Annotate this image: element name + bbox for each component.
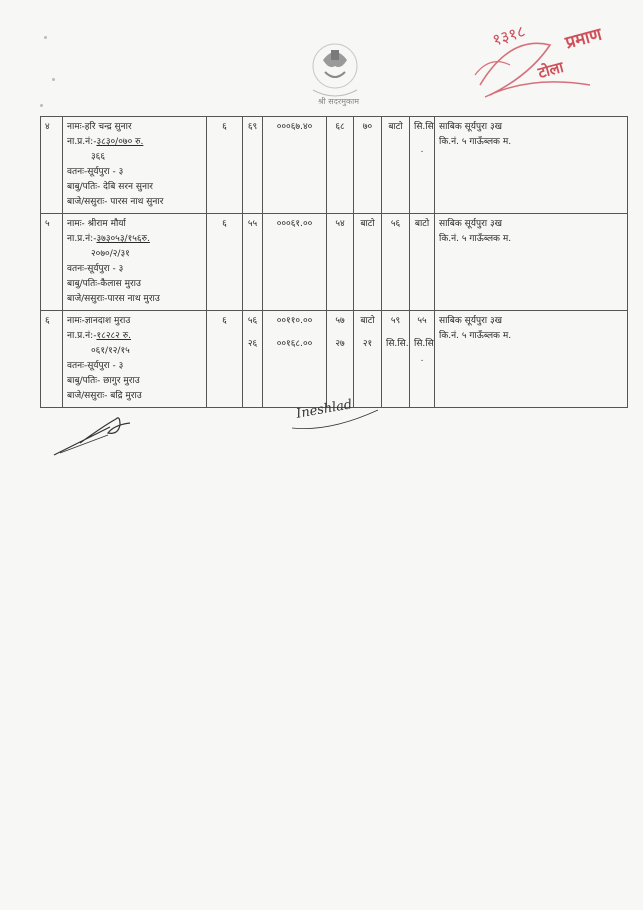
address-line: वतनः-सूर्यपुरा - ३ <box>67 361 124 371</box>
citizenship-extra-text: २०७०/२/३१ <box>91 249 130 259</box>
remarks-cell <box>435 214 628 311</box>
cell-value: ५५ <box>417 316 427 326</box>
cell-value: ००११०.०० <box>276 316 313 326</box>
remark-line-1: साबिक सूर्यपुरा ३ख <box>439 219 502 229</box>
address-line: वतनः-सूर्यपुरा - ३ <box>67 264 124 274</box>
cell-value: ५५ <box>247 219 258 229</box>
stamp-number: १३१८ <box>490 21 528 50</box>
cell-value: . <box>420 145 424 155</box>
east-cell <box>327 117 354 214</box>
cell-value: बाटो <box>360 219 375 229</box>
signature-middle <box>290 396 380 436</box>
ward-number: ६ <box>222 316 227 326</box>
plot-cell <box>243 117 263 214</box>
serial-number-cell <box>41 214 63 311</box>
south-cell <box>410 117 435 214</box>
cell-value: ५९ <box>390 316 401 326</box>
area-cell <box>263 117 327 214</box>
address-line: वतनः-सूर्यपुरा - ३ <box>67 167 124 177</box>
west-cell <box>354 311 382 408</box>
cell-value: २६ <box>247 339 258 349</box>
remarks-cell <box>435 117 628 214</box>
cell-value: ५४ <box>335 219 345 229</box>
remark-line-1: साबिक सूर्यपुरा ३ख <box>439 122 502 132</box>
west-cell <box>354 214 382 311</box>
grandfather-line: बाजे/ससुराः-पारस नाथ मुराउ <box>67 294 160 304</box>
grandfather-line: बाजे/ससुराः- पारस नाथ सुनार <box>67 197 164 207</box>
citizenship-line <box>67 135 202 150</box>
north-cell <box>382 214 410 311</box>
owner-name: नामः-ज्ञानदाश मुराउ <box>67 316 131 326</box>
citizenship-line <box>67 232 202 247</box>
owner-details-cell <box>63 117 207 214</box>
grandfather-line: बाजे/ससुराः- बद्रि मुराउ <box>67 391 142 401</box>
north-cell <box>382 117 410 214</box>
speck <box>52 78 55 81</box>
stamp-word: प्रमाण <box>563 24 604 54</box>
citizenship-label: ना.प्र.नं:- <box>67 234 97 244</box>
cell-value: सि.सि. <box>386 339 409 349</box>
owner-details-cell <box>63 311 207 408</box>
south-cell <box>410 311 435 408</box>
ward-number: ६ <box>222 219 227 229</box>
citizenship-line <box>67 329 202 344</box>
plot-cell <box>243 311 263 408</box>
signature-left-icon <box>50 405 140 460</box>
cell-value: ५६ <box>390 219 401 229</box>
father-line: बाबु/पतिः-कैलास मुराउ <box>67 279 141 289</box>
area-cell <box>263 311 327 408</box>
table-row <box>41 117 628 214</box>
remarks-cell <box>435 311 628 408</box>
citizenship-number: १८२८२ रु. <box>96 331 131 341</box>
cell-value: ०००६१.०० <box>276 219 313 229</box>
remark-line-2: कि.नं. ५ गाऊँब्लक म. <box>439 331 512 341</box>
citizenship-extra-text: ३६६ <box>91 152 106 162</box>
owner-details-cell <box>63 214 207 311</box>
remark-line-2: कि.नं. ५ गाऊँब्लक म. <box>439 137 512 147</box>
serial-number: ६ <box>45 316 50 326</box>
cell-value: बाटो <box>360 316 375 326</box>
citizenship-extra <box>67 247 202 262</box>
table-row <box>41 311 628 408</box>
cell-value: २७ <box>335 339 345 349</box>
cell-value: सि.सि <box>414 339 434 349</box>
citizenship-number: ३८३०/०७० रु. <box>96 137 144 147</box>
father-line: बाबु/पतिः- छागुर मुराउ <box>67 376 140 386</box>
cell-value: ५६ <box>247 316 258 326</box>
south-cell <box>410 214 435 311</box>
east-cell <box>327 311 354 408</box>
citizenship-label: ना.प्र.नं:- <box>67 137 97 147</box>
father-line: बाबु/पतिः- देबि सरन सुनार <box>67 182 153 192</box>
cell-value: सि.सि <box>414 122 434 132</box>
citizenship-extra <box>67 150 202 165</box>
area-cell <box>263 214 327 311</box>
remark-line-2: कि.नं. ५ गाऊँब्लक म. <box>439 234 512 244</box>
cell-value: . <box>420 354 424 364</box>
cell-value: ५७ <box>335 316 345 326</box>
serial-number-cell <box>41 311 63 408</box>
owner-name: नामः-हरि चन्द्र सुनार <box>67 122 132 132</box>
cell-value: २१ <box>362 339 373 349</box>
plot-cell <box>243 214 263 311</box>
citizenship-number: ३७३०५३/१५६रु. <box>96 234 150 244</box>
cell-value: ७० <box>362 122 373 132</box>
cell-value: ६८ <box>335 122 345 132</box>
citizenship-extra <box>67 344 202 359</box>
ward-cell <box>207 214 243 311</box>
seal-caption: श्री सदरमुकाम <box>318 97 359 106</box>
serial-number: ४ <box>45 122 50 132</box>
serial-number: ५ <box>45 219 50 229</box>
table-row <box>41 214 628 311</box>
cell-value: बाटो <box>414 219 430 229</box>
cell-value: बाटो <box>388 122 403 132</box>
cell-value: ००१६८.०० <box>276 339 313 349</box>
records-table <box>40 116 628 408</box>
owner-name: नामः- श्रीराम मौर्या <box>67 219 126 229</box>
signature-middle-text: Ineshlad <box>295 397 354 422</box>
citizenship-label: ना.प्र.नं:- <box>67 331 97 341</box>
cell-value: ६९ <box>247 122 258 132</box>
speck <box>40 104 43 107</box>
citizenship-extra-text: ०६१/१२/१५ <box>91 346 130 356</box>
stamp-word-2: टोला <box>536 58 566 82</box>
cell-value: ०००६७.४० <box>276 122 313 132</box>
ward-cell <box>207 117 243 214</box>
speck <box>44 36 47 39</box>
east-cell <box>327 214 354 311</box>
west-cell <box>354 117 382 214</box>
remark-line-1: साबिक सूर्यपुरा ३ख <box>439 316 502 326</box>
north-cell <box>382 311 410 408</box>
ward-cell <box>207 311 243 408</box>
serial-number-cell <box>41 117 63 214</box>
ward-number: ६ <box>222 122 227 132</box>
